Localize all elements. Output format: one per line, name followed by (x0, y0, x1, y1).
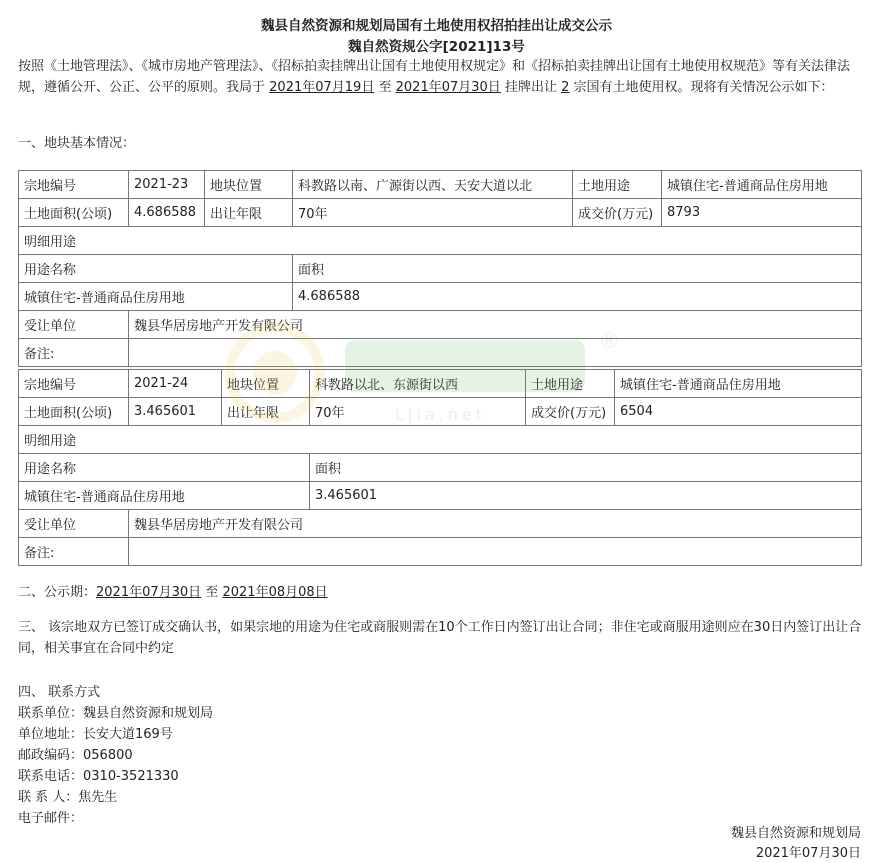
price-label: 成交价(万元) (573, 199, 662, 227)
table-row (19, 171, 862, 199)
use-name-label: 用途名称 (19, 255, 293, 283)
area-label: 土地面积(公顷) (19, 199, 129, 227)
land-use-label: 土地用途 (526, 370, 615, 398)
table-row (19, 339, 862, 367)
intro-text-3: 宗国有土地使用权。现将有关情况公示如下： (573, 80, 834, 95)
section-4-contact (18, 682, 213, 829)
contact-address: 长安大道169号 (83, 727, 173, 742)
price-label: 成交价(万元) (526, 398, 615, 426)
contact-unit-label: 联系单位： (18, 706, 84, 721)
footer-date: 2021年07月30日 (755, 846, 861, 861)
section-1-heading: 一、地块基本情况： (18, 136, 136, 151)
section-2 (18, 582, 328, 603)
table-row (19, 398, 862, 426)
area-col-label: 面积 (310, 454, 862, 482)
contact-phone-label: 联系电话： (18, 769, 84, 784)
notice-period-label: 二、公示期： (18, 585, 97, 600)
location: 科教路以南、广源街以西、天安大道以北 (293, 171, 573, 199)
contact-person-label: 联 系 人： (18, 790, 79, 805)
detail-area: 4.686588 (293, 283, 862, 311)
watermark-text: Ljia.net (395, 405, 486, 424)
winner: 魏县华居房地产开发有限公司 (129, 311, 862, 339)
section-3: 三、 该宗地双方已签订成交确认书，如果宗地的用途为住宅或商服则需在10个工作日内签订出让合同；非住宅或商服用途则应在30日内签订出让合同，相关事宜在合同中约定 (18, 620, 862, 656)
notice-end-date: 2021年08月08日 (222, 585, 328, 600)
term: 70年 (310, 398, 526, 426)
intro-text-2: 挂牌出让 (504, 80, 557, 95)
page-title: 魏县自然资源和规划局国有土地使用权招拍挂出让成交公示 (261, 18, 612, 34)
remarks-label: 备注: (19, 538, 129, 566)
remarks (129, 538, 862, 566)
winner: 魏县华居房地产开发有限公司 (129, 510, 862, 538)
contact-email-row (18, 808, 213, 829)
contact-heading: 四、 联系方式 (18, 685, 101, 700)
winner-label: 受让单位 (19, 510, 129, 538)
contact-address-row (18, 724, 213, 745)
intro-to: 至 (378, 80, 392, 95)
parcel-no-label: 宗地编号 (19, 370, 129, 398)
parcel-no: 2021-24 (129, 370, 222, 398)
parcel-no-label: 宗地编号 (19, 171, 129, 199)
parcel-table-2 (18, 369, 862, 566)
parcel-table-1 (18, 170, 862, 367)
table-row (19, 454, 862, 482)
detail-area: 3.465601 (310, 482, 862, 510)
intro-paragraph (18, 56, 863, 98)
remarks (129, 339, 862, 367)
use-name-label: 用途名称 (19, 454, 310, 482)
area: 3.465601 (129, 398, 222, 426)
table-row (19, 283, 862, 311)
term-label: 出让年限 (222, 398, 310, 426)
land-use: 城镇住宅-普通商品住房用地 (662, 171, 862, 199)
listing-end-date: 2021年07月30日 (395, 80, 501, 95)
table-row (19, 538, 862, 566)
remarks-label: 备注: (19, 339, 129, 367)
table-row (19, 426, 862, 454)
term-label: 出让年限 (205, 199, 293, 227)
term: 70年 (293, 199, 573, 227)
winner-label: 受让单位 (19, 311, 129, 339)
table-row (19, 199, 862, 227)
price: 6504 (615, 398, 862, 426)
parcel-no: 2021-23 (129, 171, 205, 199)
contact-person-row (18, 787, 213, 808)
contact-address-label: 单位地址： (18, 727, 84, 742)
contact-phone-row (18, 766, 213, 787)
table-row (19, 311, 862, 339)
detail-use-label: 明细用途 (19, 426, 862, 454)
contact-unit: 魏县自然资源和规划局 (83, 706, 214, 721)
detail-use-name: 城镇住宅-普通商品住房用地 (19, 283, 293, 311)
land-use: 城镇住宅-普通商品住房用地 (615, 370, 862, 398)
area-label: 土地面积(公顷) (19, 398, 129, 426)
contact-zip-row (18, 745, 213, 766)
table-row (19, 227, 862, 255)
area-col-label: 面积 (293, 255, 862, 283)
contact-zip: 056800 (83, 748, 133, 763)
table-row (19, 482, 862, 510)
document-number: 魏自然资规公字[2021]13号 (348, 39, 525, 55)
table-row (19, 255, 862, 283)
table-row (19, 510, 862, 538)
watermark-registered-icon: ® (598, 329, 620, 354)
contact-unit-row (18, 703, 213, 724)
location-label: 地块位置 (222, 370, 310, 398)
area: 4.686588 (129, 199, 205, 227)
price: 8793 (662, 199, 862, 227)
contact-zip-label: 邮政编码： (18, 748, 84, 763)
location-label: 地块位置 (205, 171, 293, 199)
intro-text-1: 按照《土地管理法》、《城市房地产管理法》、《招标拍卖挂牌出让国有土地使用权规定》和《招标拍卖挂牌出让国有土地使用权规范》等有关法律法规，遵循公开、公正、公平的原则。我局于 (18, 59, 851, 95)
contact-phone: 0310-3521330 (83, 769, 179, 784)
table-row (19, 370, 862, 398)
detail-use-label: 明细用途 (19, 227, 862, 255)
notice-to: 至 (205, 585, 219, 600)
listing-start-date: 2021年07月19日 (269, 80, 375, 95)
contact-email-label: 电子邮件： (18, 811, 84, 826)
notice-start-date: 2021年07月30日 (96, 585, 202, 600)
location: 科教路以北、东源街以西 (310, 370, 526, 398)
land-use-label: 土地用途 (573, 171, 662, 199)
contact-person: 焦先生 (78, 790, 118, 805)
footer-org: 魏县自然资源和规划局 (730, 826, 861, 841)
detail-use-name: 城镇住宅-普通商品住房用地 (19, 482, 310, 510)
parcel-count: 2 (561, 80, 570, 95)
